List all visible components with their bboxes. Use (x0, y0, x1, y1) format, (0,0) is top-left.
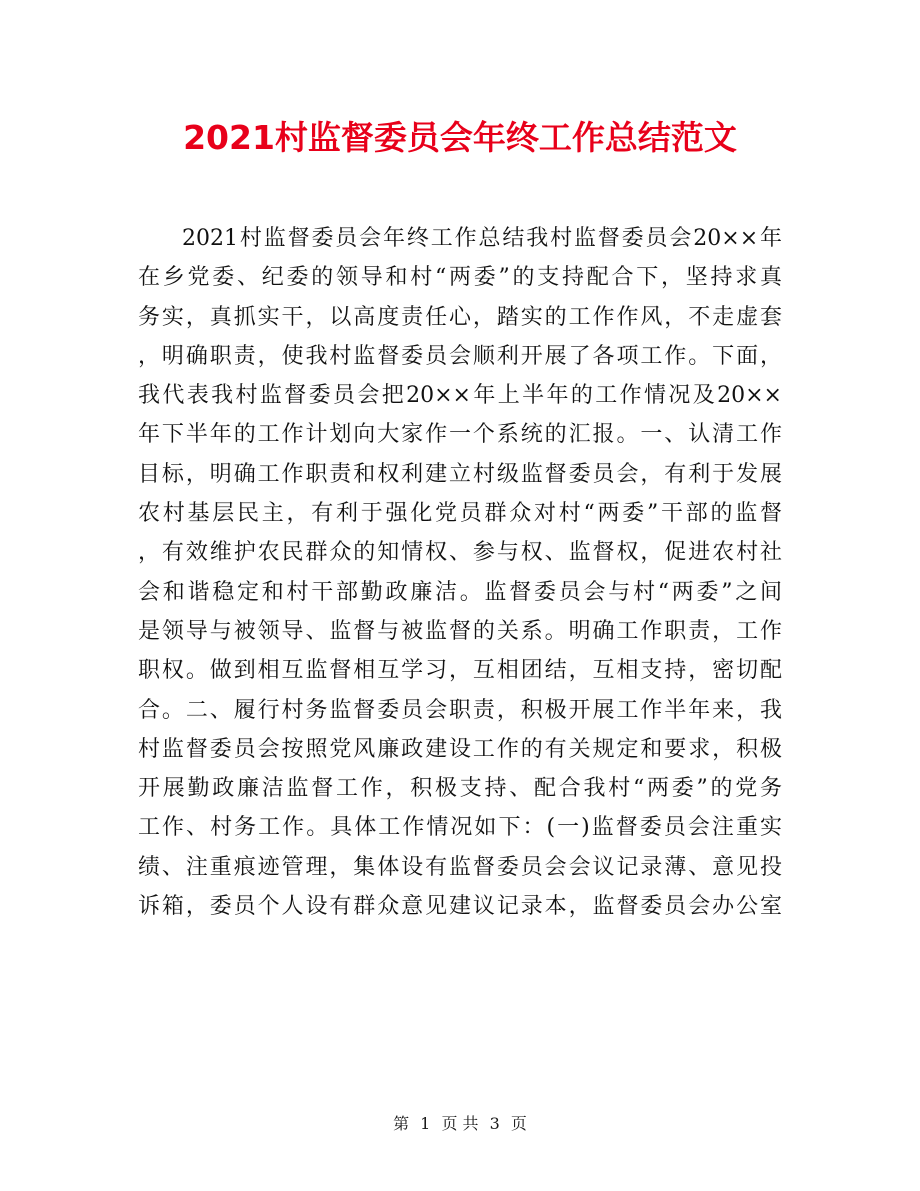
document-title: 2021村监督委员会年终工作总结范文 (183, 118, 737, 157)
body-line: 是领导与被领导、监督与被监督的关系。明确工作职责，工作 (138, 618, 782, 644)
body-line: 村监督委员会按照党风廉政建设工作的有关规定和要求，积极 (138, 736, 782, 762)
body-line: 合。二、履行村务监督委员会职责，积极开展工作半年来，我 (138, 697, 782, 723)
body-line: 开展勤政廉洁监督工作，积极支持、配合我村“两委”的党务 (138, 776, 782, 802)
body-line: 职权。做到相互监督相互学习，互相团结，互相支持，密切配 (138, 658, 782, 684)
body-line: ，明确职责，使我村监督委员会顺利开展了各项工作。下面， (138, 343, 782, 369)
body-line: 目标，明确工作职责和权利建立村级监督委员会，有利于发展 (138, 461, 782, 487)
body-line: 诉箱，委员个人设有群众意见建议记录本，监督委员会办公室 (138, 894, 782, 920)
page-label-prefix: 第 (393, 1114, 410, 1133)
body-line: 我代表我村监督委员会把20××年上半年的工作情况及20×× (138, 383, 782, 409)
body-line: 会和谐稳定和村干部勤政廉洁。监督委员会与村“两委”之间 (138, 579, 782, 605)
body-line: 农村基层民主，有利于强化党员群众对村“两委”干部的监督 (138, 501, 782, 527)
body-line: 务实，真抓实干，以高度责任心，踏实的工作作风，不走虚套 (138, 304, 782, 330)
body-line: 年下半年的工作计划向大家作一个系统的汇报。一、认清工作 (138, 422, 782, 448)
current-page-number: 1 (420, 1114, 431, 1133)
body-line: 在乡党委、纪委的领导和村“两委”的支持配合下，坚持求真 (138, 265, 782, 291)
body-line: 2021村监督委员会年终工作总结我村监督委员会20××年 (182, 226, 782, 251)
body-line: 绩、注重痕迹管理，集体设有监督委员会会议记录薄、意见投 (138, 854, 782, 880)
body-line: ，有效维护农民群众的知情权、参与权、监督权，促进农村社 (138, 540, 782, 566)
document-body (138, 219, 782, 926)
page-label-middle: 页 共 (441, 1114, 479, 1133)
total-pages-number: 3 (489, 1114, 500, 1133)
page-label-suffix: 页 (510, 1114, 527, 1133)
page-number-footer (0, 1113, 920, 1135)
body-line: 工作、村务工作。具体工作情况如下：(一)监督委员会注重实 (138, 815, 782, 841)
